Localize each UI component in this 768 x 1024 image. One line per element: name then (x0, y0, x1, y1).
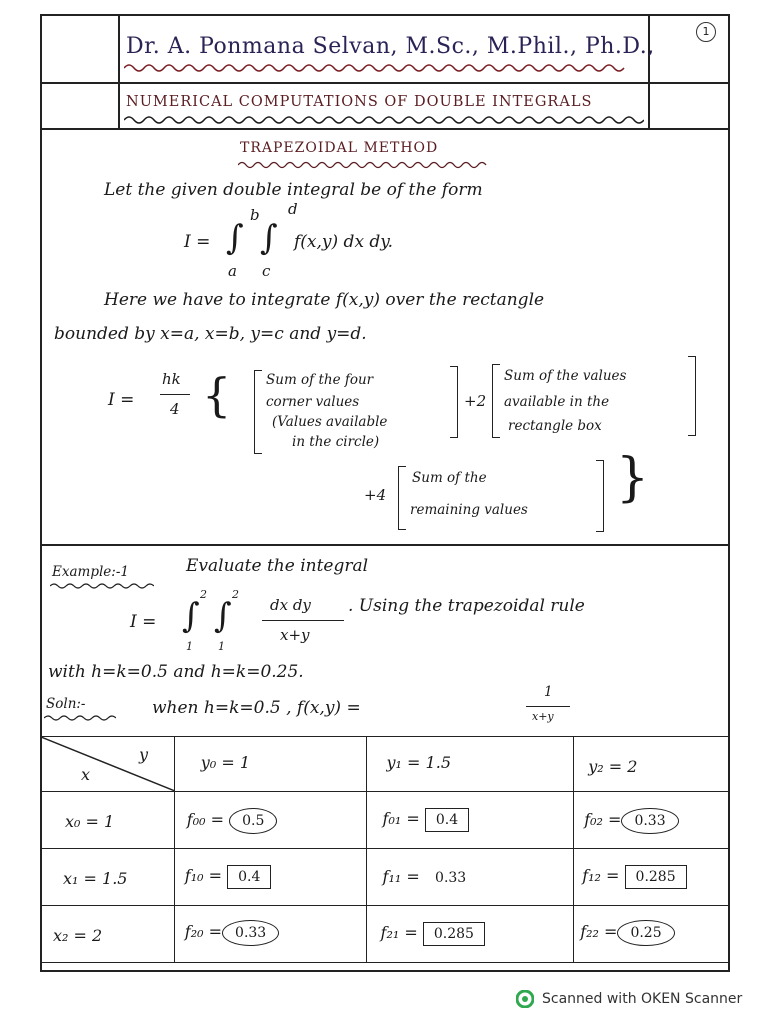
example-text: Evaluate the integral (186, 556, 369, 576)
value-cell: f₂₀ = 0.33 (174, 906, 366, 963)
method-heading: TRAPEZOIDAL METHOD (240, 140, 439, 156)
circled-value: 0.33 (222, 920, 279, 946)
integrand: f(x,y) dx dy. (294, 232, 394, 252)
integral-sign-2: ∫ (260, 218, 278, 258)
integral-sign-1: ∫ (226, 218, 244, 258)
table-row (41, 849, 730, 906)
example-integral-1: ∫ (182, 596, 200, 636)
bracket-right-3 (596, 460, 604, 532)
table-row (41, 906, 730, 963)
bracket-left-3 (398, 466, 406, 530)
lower-limit-c: c (262, 262, 271, 280)
boxed-value: 0.285 (625, 865, 687, 889)
f-denominator: x+y (532, 710, 554, 723)
solution-underline (44, 714, 116, 722)
formula-denominator: 4 (170, 400, 180, 418)
term3-line2: remaining values (410, 502, 528, 518)
example-step-sizes: with h=k=0.5 and h=k=0.25. (48, 662, 304, 682)
bracket-left-2 (492, 364, 500, 438)
method-underline (238, 160, 494, 170)
upper-limit-d: d (288, 200, 298, 218)
value-cell: f₁₀ = 0.4 (174, 849, 366, 906)
example-rule: . Using the trapezoidal rule (348, 596, 585, 616)
page-number: 1 (696, 22, 716, 42)
values-table (40, 736, 730, 963)
table-header-row (41, 737, 730, 792)
intro-text: Let the given double integral be of the form (104, 180, 483, 200)
scanner-text: Scanned with OKEN Scanner (542, 991, 743, 1007)
author-underline (124, 62, 644, 74)
header-divider (40, 82, 730, 84)
bracket-left-1 (254, 370, 262, 454)
example-label: Example:-1 (52, 564, 129, 580)
term3-line1: Sum of the (412, 470, 487, 486)
term2-line2: available in the (504, 394, 610, 410)
term1-line3: (Values available (272, 414, 388, 430)
col-header: y₀ = 1 (174, 737, 366, 792)
f-numerator: 1 (544, 684, 553, 700)
bracket-right-1 (450, 366, 458, 438)
example-lhs: I = (130, 612, 157, 632)
scanner-footer (516, 990, 742, 1008)
upper-limit-b: b (250, 206, 260, 224)
example-denominator: x+y (280, 626, 310, 644)
value-cell: f₂₁ = 0.285 (366, 906, 574, 963)
close-brace: } (616, 448, 650, 508)
circled-value: 0.33 (621, 808, 678, 834)
example-upper-1: 2 (200, 588, 207, 601)
fraction-bar (160, 394, 190, 395)
example-lower-2: 1 (218, 640, 225, 653)
f-fraction-bar (526, 706, 570, 707)
corner-y-label: y (139, 745, 149, 764)
value-cell: f₁₁ = 0.33 (366, 849, 574, 906)
diagonal-line (41, 737, 175, 791)
col-header: y₁ = 1.5 (366, 737, 574, 792)
scanner-logo-icon (516, 990, 534, 1008)
circled-value: 0.25 (617, 920, 674, 946)
value-cell: f₀₂ = 0.33 (574, 792, 730, 849)
title-divider (40, 128, 730, 130)
plus-two: +2 (464, 392, 487, 410)
value-cell: f₀₁ = 0.4 (366, 792, 574, 849)
example-underline (50, 582, 154, 590)
term1-line4: in the circle) (292, 434, 380, 450)
boxed-value: 0.285 (423, 922, 485, 946)
plain-value: 0.33 (435, 870, 467, 886)
example-fraction-bar (262, 620, 344, 621)
term1-line1: Sum of the four (266, 372, 374, 388)
margin-line (118, 14, 120, 128)
margin-line-right (648, 14, 650, 128)
col-header: y₂ = 2 (574, 737, 730, 792)
section-divider (40, 544, 730, 546)
integral-lhs: I = (184, 232, 211, 252)
value-cell: f₂₂ = 0.25 (574, 906, 730, 963)
term2-line1: Sum of the values (504, 368, 627, 384)
author-name: Dr. A. Ponmana Selvan, M.Sc., M.Phil., Ph.D., (126, 34, 655, 59)
example-integral-2: ∫ (214, 596, 232, 636)
solution-label: Soln:- (46, 696, 86, 712)
lower-limit-a: a (228, 262, 237, 280)
title-underline (124, 114, 644, 126)
open-brace: { (202, 368, 232, 422)
formula-lhs: I = (108, 390, 135, 410)
circled-value: 0.5 (229, 808, 277, 834)
example-lower-1: 1 (186, 640, 193, 653)
row-label: x₀ = 1 (41, 792, 175, 849)
table-row (41, 792, 730, 849)
solution-text: when h=k=0.5 , f(x,y) = (152, 698, 361, 718)
boxed-value: 0.4 (227, 865, 271, 889)
corner-x-label: x (81, 765, 91, 784)
example-numerator: dx dy (270, 596, 311, 614)
formula-hk: hk (162, 370, 181, 388)
bracket-right-2 (688, 356, 696, 436)
term1-line2: corner values (266, 394, 360, 410)
row-label: x₂ = 2 (41, 906, 175, 963)
example-upper-2: 2 (232, 588, 239, 601)
description-line-2: bounded by x=a, x=b, y=c and y=d. (54, 324, 367, 344)
description-line-1: Here we have to integrate f(x,y) over the rectangle (104, 290, 545, 310)
boxed-value: 0.4 (425, 808, 469, 832)
row-label: x₁ = 1.5 (41, 849, 175, 906)
term2-line3: rectangle box (508, 418, 602, 434)
plus-four: +4 (364, 486, 387, 504)
document-title: NUMERICAL COMPUTATIONS OF DOUBLE INTEGRALS (126, 94, 593, 110)
corner-cell (41, 737, 175, 792)
value-cell: f₁₂ = 0.285 (574, 849, 730, 906)
value-cell: f₀₀ = 0.5 (174, 792, 366, 849)
